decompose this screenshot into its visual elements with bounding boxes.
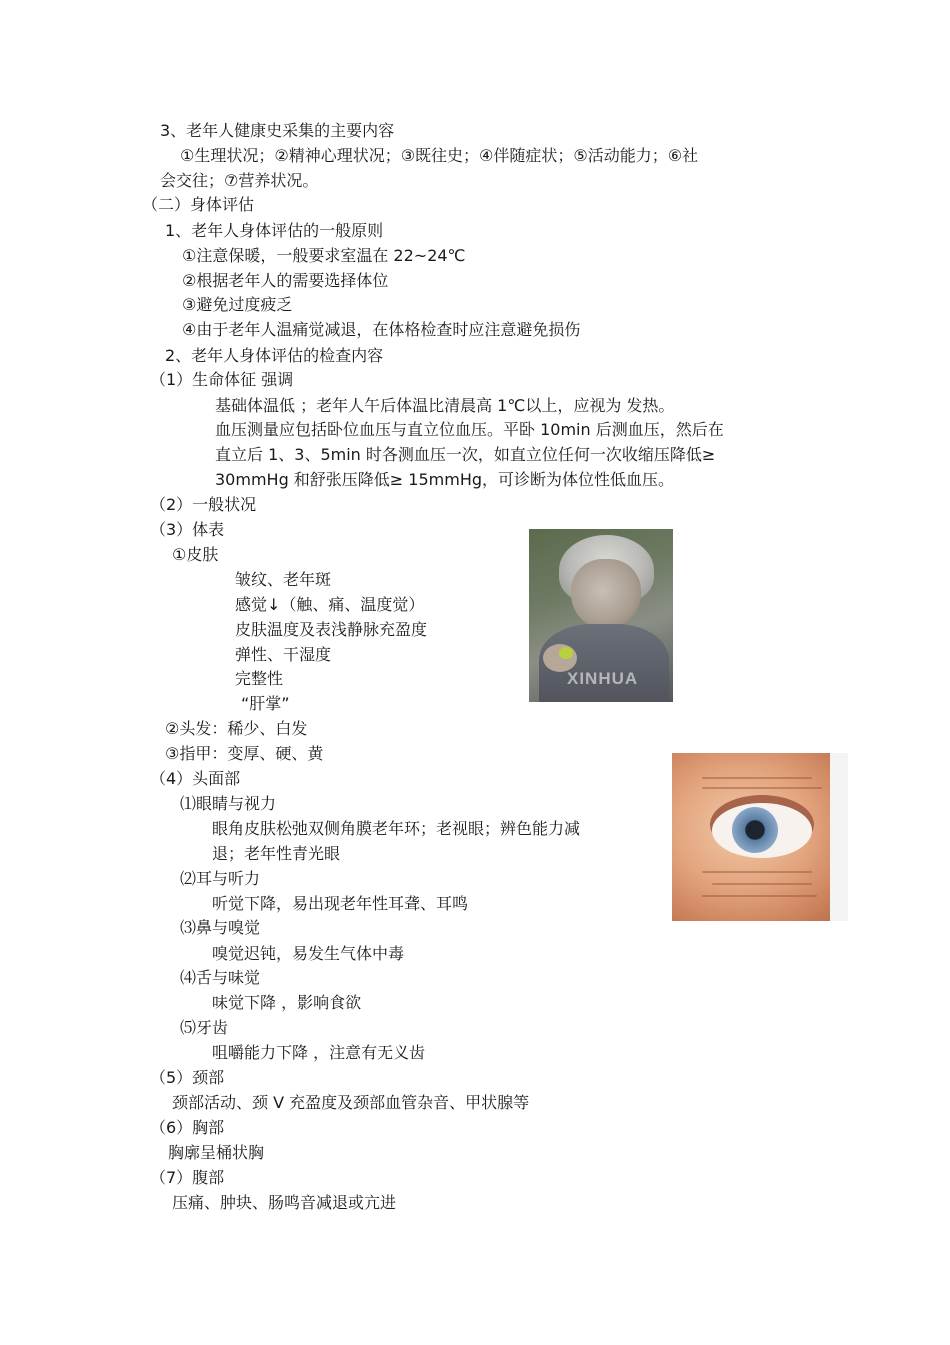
sub-ears: ⑵耳与听力 bbox=[180, 869, 261, 888]
elderly-woman-photo bbox=[529, 529, 673, 702]
health-history-items: ①生理状况；②精神心理状况；③既往史；④伴随症状；⑤活动能力；⑥社 bbox=[180, 146, 699, 165]
section-physical-assessment: （二）身体评估 bbox=[142, 195, 255, 214]
skin-3: 皮肤温度及表浅静脉充盈度 bbox=[235, 620, 428, 639]
skin-4: 弹性、干湿度 bbox=[235, 645, 332, 664]
skin-1: 皱纹、老年斑 bbox=[235, 570, 332, 589]
eyes-1: 眼角皮肤松弛双侧角膜老年环；老视眼；辨色能力减 bbox=[212, 819, 581, 838]
principle-2: ②根据老年人的需要选择体位 bbox=[182, 271, 389, 290]
item-abdomen: （7）腹部 bbox=[150, 1168, 225, 1187]
heading-health-history: 3、老年人健康史采集的主要内容 bbox=[160, 121, 395, 140]
xinhua-watermark: XINHUA bbox=[567, 669, 639, 688]
item-vital-signs: （1）生命体征 强调 bbox=[150, 370, 294, 389]
principle-3: ③避免过度疲乏 bbox=[182, 295, 293, 314]
nose-1: 嗅觉迟钝，易发生气体中毒 bbox=[212, 944, 405, 963]
vital-bp-2: 直立后 1、3、5min 时各测血压一次，如直立位任何一次收缩压降低≥ bbox=[215, 445, 716, 464]
elderly-eye-photo bbox=[672, 753, 848, 921]
chest-1: 胸廓呈桶状胸 bbox=[168, 1143, 265, 1162]
teeth-1: 咀嚼能力下降 ，注意有无义齿 bbox=[212, 1043, 426, 1062]
item-general-status: （2）一般状况 bbox=[150, 495, 257, 514]
abdomen-1: 压痛、肿块、肠鸣音减退或亢进 bbox=[172, 1193, 397, 1212]
sub-nails: ③指甲：变厚、硬、黄 bbox=[165, 744, 324, 763]
sub-nose: ⑶鼻与嗅觉 bbox=[180, 918, 261, 937]
item-head-face: （4）头面部 bbox=[150, 769, 241, 788]
eyes-2: 退；老年性青光眼 bbox=[212, 844, 341, 863]
skin-5: 完整性 bbox=[235, 669, 284, 688]
heading-exam-content: 2、老年人身体评估的检查内容 bbox=[165, 346, 384, 365]
skin-2: 感觉↓（触、痛、温度觉） bbox=[235, 595, 425, 614]
vital-bp-1: 血压测量应包括卧位血压与直立位血压。平卧 10min 后测血压，然后在 bbox=[215, 420, 724, 439]
sub-skin: ①皮肤 bbox=[172, 545, 219, 564]
heading-general-principles: 1、老年人身体评估的一般原则 bbox=[165, 221, 384, 240]
principle-4: ④由于老年人温痛觉减退，在体格检查时应注意避免损伤 bbox=[182, 320, 581, 339]
vital-bp-3: 30mmHg 和舒张压降低≥ 15mmHg，可诊断为体位性低血压。 bbox=[215, 470, 675, 489]
health-history-items-cont: 会交往；⑦营养状况。 bbox=[160, 171, 319, 190]
sub-eyes: ⑴眼睛与视力 bbox=[180, 794, 277, 813]
item-body-surface: （3）体表 bbox=[150, 520, 225, 539]
sub-teeth: ⑸牙齿 bbox=[180, 1018, 229, 1037]
principle-1: ①注意保暖，一般要求室温在 22~24℃ bbox=[182, 246, 466, 265]
neck-1: 颈部活动、颈 V 充盈度及颈部血管杂音、甲状腺等 bbox=[172, 1093, 530, 1112]
sub-tongue: ⑷舌与味觉 bbox=[180, 968, 261, 987]
vital-temp: 基础体温低 ；老年人午后体温比清晨高 1℃以上，应视为 发热。 bbox=[215, 396, 675, 415]
tongue-1: 味觉下降 ，影响食欲 bbox=[212, 993, 362, 1012]
sub-hair: ②头发：稀少、白发 bbox=[165, 719, 308, 738]
item-neck: （5）颈部 bbox=[150, 1068, 225, 1087]
skin-6: “肝掌” bbox=[241, 694, 290, 713]
ears-1: 听觉下降，易出现老年性耳聋、耳鸣 bbox=[212, 894, 469, 913]
item-chest: （6）胸部 bbox=[150, 1118, 225, 1137]
